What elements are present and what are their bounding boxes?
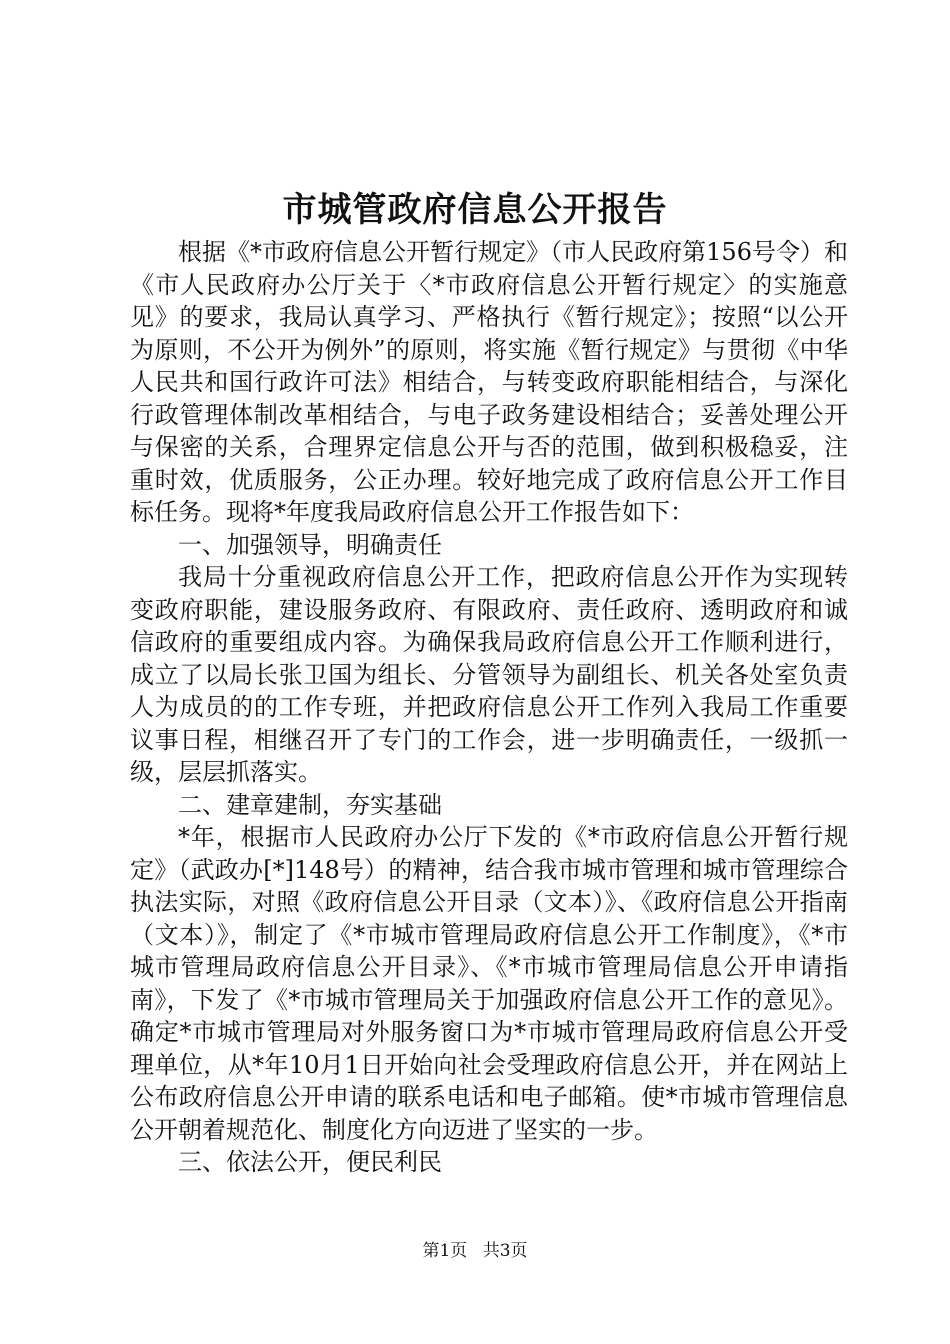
section-heading-2: 二、建章建制，夯实基础: [178, 790, 442, 819]
section-paragraph-2: *年，根据市人民政府办公厅下发的《*市政府信息公开暂行规定》（武政办[*]148号）的精神，结合我市城市管理和城市管理综合执法实际，对照《政府信息公开目录（文本）》、《政府信息公开指南（文本）》，制定了《*市城市管理局政府信息公开工作制度》，《*市城市管理局政府信息公开目录》、《*市城市管理局信息公开申请指南》，下发了《*市城市管理局关于加强政府信息公开工作的意见》。确定*市城市管理局对外服务窗口为*市城市管理局政府信息公开受理单位，从*年10月1日开始向社会受理政府信息公开，并在网站上公布政府信息公开申请的联系电话和电子邮箱。使*市城市管理信息公开朝着规范化、制度化方向迈进了坚实的一步。: [130, 823, 848, 1144]
document-title: 市城管政府信息公开报告: [282, 190, 668, 230]
page-number: 第1页: [422, 1241, 468, 1261]
document-body: [130, 236, 848, 1179]
page-footer: [0, 1240, 950, 1262]
section-heading-1: 一、加强领导，明确责任: [178, 530, 442, 559]
intro-paragraph: 根据《*市政府信息公开暂行规定》（市人民政府第156号令）和《市人民政府办公厅关于〈*市政府信息公开暂行规定〉的实施意见》的要求，我局认真学习、严格执行《暂行规定》；按照“以公开为原则，不公开为例外”的原则，将实施《暂行规定》与贯彻《中华人民共和国行政许可法》相结合，与转变政府职能相结合，与深化行政管理体制改革相结合，与电子政务建设相结合；妥善处理公开与保密的关系，合理界定信息公开与否的范围，做到积极稳妥，注重时效，优质服务，公正办理。较好地完成了政府信息公开工作目标任务。现将*年度我局政府信息公开工作报告如下：: [130, 238, 848, 526]
section-heading-3: 三、依法公开，便民利民: [178, 1148, 442, 1176]
section-paragraph-1: 我局十分重视政府信息公开工作，把政府信息公开作为实现转变政府职能，建设服务政府、有限政府、责任政府、透明政府和诚信政府的重要组成内容。为确保我局政府信息公开工作顺利进行，成立了以局长张卫国为组长、分管领导为副组长、机关各处室负责人为成员的的工作专班，并把政府信息公开工作列入我局工作重要议事日程，相继召开了专门的工作会，进一步明确责任，一级抓一级，层层抓落实。: [130, 563, 848, 786]
page-total: 共3页: [482, 1241, 528, 1261]
